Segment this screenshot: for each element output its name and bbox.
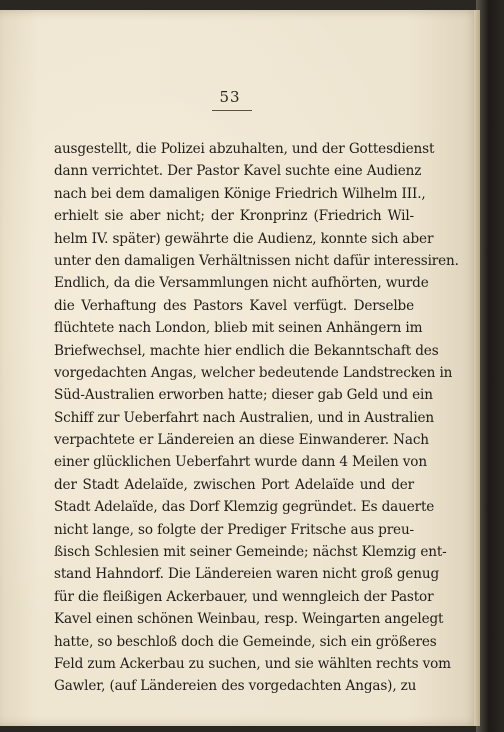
page-number: 53 [219, 88, 241, 106]
text-line: Schiff zur Ueberfahrt nach Australien, und in Australien [54, 409, 435, 426]
text-line: hatte, so beschloß doch die Gemeinde, sich ein größeres [54, 633, 437, 650]
page-number-rule [212, 110, 252, 111]
text-line: Gawler, (auf Ländereien des vorgedachten Angas), zu [54, 678, 417, 695]
body-text [54, 138, 459, 698]
text-line: flüchtete nach London, blieb mit seinen Anhängern im [54, 320, 423, 337]
text-line: helm IV. später) gewährte die Audienz, konnte sich aber [54, 230, 434, 247]
text-line: Kavel einen schönen Weinbau, resp. Weingarten angelegt [54, 611, 444, 628]
text-line: stand Hahndorf. Die Ländereien waren nicht groß genug [54, 566, 440, 583]
text-line: für die fleißigen Ackerbauer, und wenngleich der Pastor [54, 588, 434, 605]
text-line: ausgestellt, die Polizei abzuhalten, und der Gottesdienst [54, 141, 435, 157]
text-line: verpachtete er Ländereien an diese Einwanderer. Nach [54, 432, 429, 449]
text-line: unter den damaligen Verhältnissen nicht dafür interessiren. [54, 252, 459, 269]
book-page [0, 10, 480, 726]
text-line: nicht lange, so folgte der Prediger Fritsche aus preu- [54, 521, 414, 538]
text-line: Endlich, da die Versammlungen nicht aufhörten, wurde [54, 275, 429, 292]
page-edge [474, 10, 480, 726]
text-line: nach bei dem damaligen Könige Friedrich Wilhelm III., [54, 185, 426, 202]
text-line: vorgedachten Angas, welcher bedeutende Landstrecken in [54, 364, 453, 381]
text-line: Stadt Adelaïde, das Dorf Klemzig gegründet. Es dauerte [54, 499, 435, 516]
text-line: ßisch Schlesien mit seiner Gemeinde; nächst Klemzig ent- [54, 544, 447, 561]
text-line: Feld zum Ackerbau zu suchen, und sie wählten rechts vom [54, 655, 451, 672]
text-line: die Verhaftung des Pastors Kavel verfügt. Derselbe [54, 297, 414, 314]
text-line: Süd-Australien erworben hatte; dieser gab Geld und ein [54, 387, 433, 404]
text-line: dann verrichtet. Der Pastor Kavel suchte eine Audienz [54, 163, 422, 180]
scan-background [476, 0, 504, 732]
text-line: erhielt sie aber nicht; der Kronprinz (Friedrich Wil- [54, 208, 414, 225]
text-line: einer glücklichen Ueberfahrt wurde dann 4 Meilen von [54, 454, 427, 471]
text-line: der Stadt Adelaïde, zwischen Port Adelaïde und der [54, 476, 414, 493]
text-line: Briefwechsel, machte hier endlich die Bekanntschaft des [54, 342, 439, 359]
